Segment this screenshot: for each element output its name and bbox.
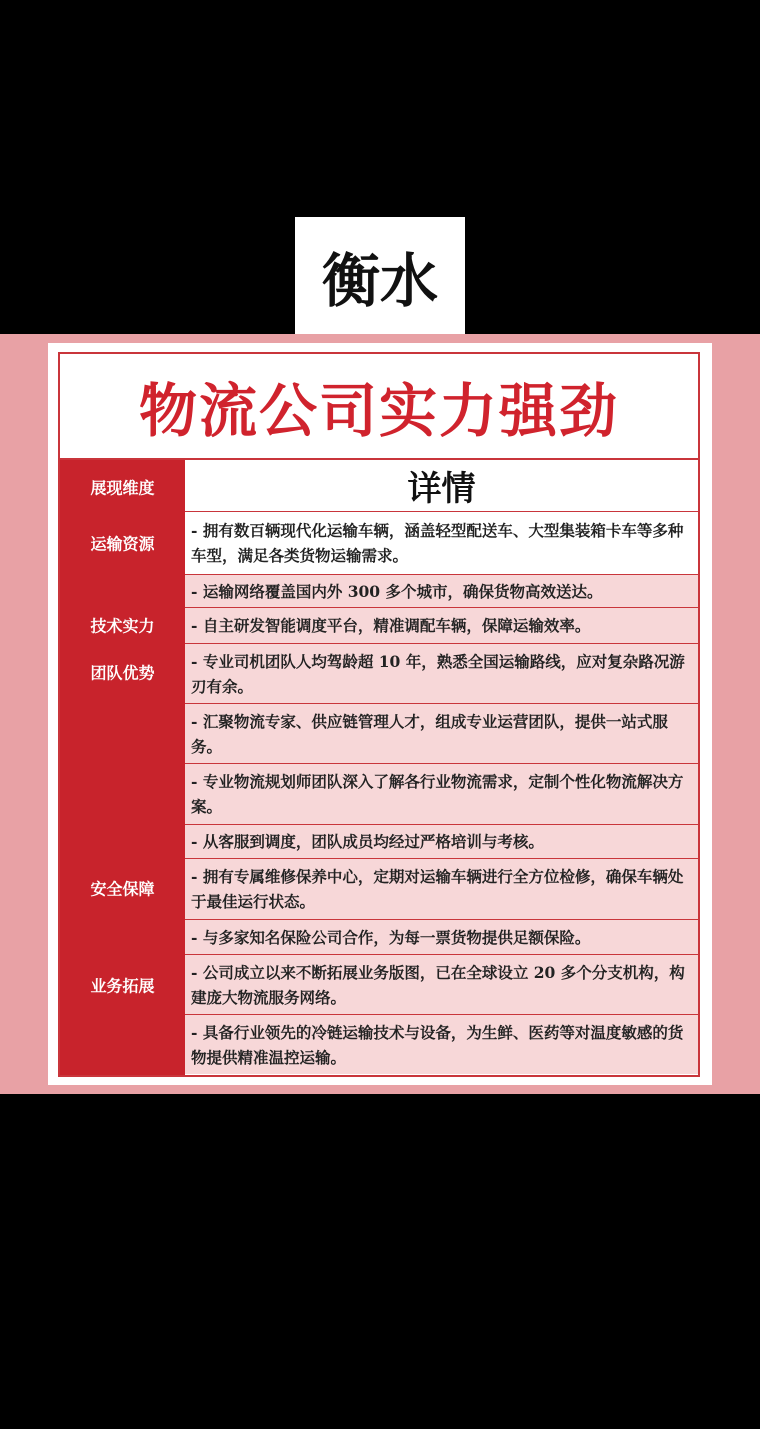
- label-business: 业务拓展: [90, 976, 155, 996]
- table-row: - 自主研发智能调度平台，精准调配车辆，保障运输效率。: [185, 608, 698, 644]
- table-row: - 运输网络覆盖国内外 300 多个城市，确保货物高效送达。: [185, 575, 698, 608]
- table-row: - 与多家知名保险公司合作，为每一票货物提供足额保险。: [185, 920, 698, 955]
- city-label: 衡水: [295, 217, 465, 334]
- table-row: - 具备行业领先的冷链运输技术与设备，为生鲜、医药等对温度敏感的货物提供精准温控运输。: [185, 1015, 698, 1074]
- detail-header: 详情: [185, 460, 698, 512]
- info-table: [58, 352, 700, 1077]
- table-row: - 拥有数百辆现代化运输车辆，涵盖轻型配送车、大型集装箱卡车等多种车型，满足各类货物运输需求。: [185, 512, 698, 575]
- label-safety: 安全保障: [90, 879, 155, 899]
- dimension-header: 展现维度: [90, 478, 155, 498]
- table-row: - 从客服到调度，团队成员均经过严格培训与考核。: [185, 825, 698, 859]
- label-tech: 技术实力: [90, 616, 155, 636]
- table-row: - 汇聚物流专家、供应链管理人才，组成专业运营团队，提供一站式服务。: [185, 704, 698, 764]
- poster-title: 物流公司实力强劲: [60, 354, 698, 460]
- label-team: 团队优势: [90, 663, 155, 683]
- table-row: - 公司成立以来不断拓展业务版图，已在全球设立 20 多个分支机构，构建庞大物流服务网络。: [185, 955, 698, 1015]
- table-row: - 拥有专属维修保养中心，定期对运输车辆进行全方位检修，确保车辆处于最佳运行状态。: [185, 859, 698, 920]
- dimension-column: [60, 460, 185, 1075]
- table-row: - 专业司机团队人均驾龄超 10 年，熟悉全国运输路线，应对复杂路况游刃有余。: [185, 644, 698, 704]
- label-transport: 运输资源: [90, 534, 155, 554]
- table-row: - 专业物流规划师团队深入了解各行业物流需求，定制个性化物流解决方案。: [185, 764, 698, 825]
